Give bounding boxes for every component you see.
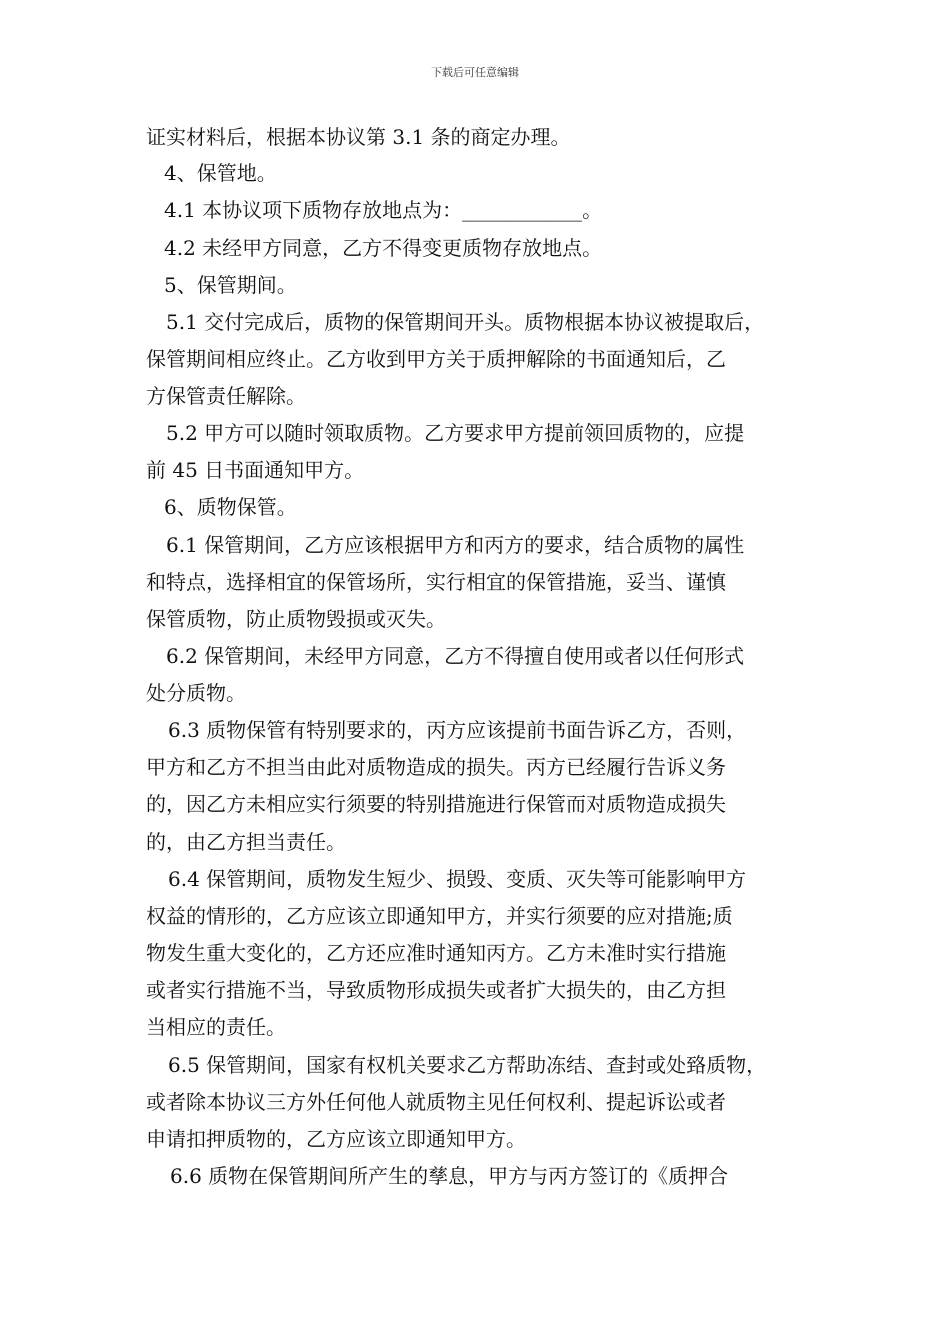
text-line: 6.5 保管期间，国家有权机关要求乙方帮助冻结、查封或处臵质物， <box>168 1053 767 1077</box>
text-line: 6.1 保管期间，乙方应该根据甲方和丙方的要求，结合质物的属性 <box>166 533 745 557</box>
text-line: 5、保管期间。 <box>164 273 297 297</box>
text-line: 或者除本协议三方外任何他人就质物主见任何权利、提起诉讼或者 <box>146 1090 726 1114</box>
text-line: 申请扣押质物的，乙方应该立即通知甲方。 <box>146 1127 526 1151</box>
text-line: 方保管责任解除。 <box>146 384 306 408</box>
text-line: 5.1 交付完成后，质物的保管期间开头。质物根据本协议被提取后， <box>166 310 765 334</box>
page-header: 下载后可任意编辑 <box>431 66 519 79</box>
text-line: 6、质物保管。 <box>164 495 297 519</box>
text-line: 保管质物，防止质物毁损或灭失。 <box>146 607 446 631</box>
text-line: 6.6 质物在保管期间所产生的孳息，甲方与丙方签订的《质押合 <box>170 1164 729 1188</box>
text-line: 证实材料后，根据本协议第 3.1 条的商定办理。 <box>146 125 571 149</box>
text-line: 6.4 保管期间，质物发生短少、损毁、变质、灭失等可能影响甲方 <box>168 867 747 891</box>
text-line: 6.2 保管期间，未经甲方同意，乙方不得擅自使用或者以任何形式 <box>166 644 745 668</box>
text-line: 4、保管地。 <box>164 161 277 185</box>
text-line: 权益的情形的，乙方应该立即通知甲方，并实行须要的应对措施;质 <box>146 904 733 928</box>
text-line: 物发生重大变化的，乙方还应准时通知丙方。乙方未准时实行措施 <box>146 941 726 965</box>
text-line: 甲方和乙方不担当由此对质物造成的损失。丙方已经履行告诉义务 <box>146 755 726 779</box>
text-line: 或者实行措施不当，导致质物形成损失或者扩大损失的，由乙方担 <box>146 978 726 1002</box>
text-line: 保管期间相应终止。乙方收到甲方关于质押解除的书面通知后，乙 <box>146 347 726 371</box>
text-line: 的，由乙方担当责任。 <box>146 830 346 854</box>
text-line: 6.3 质物保管有特别要求的，丙方应该提前书面告诉乙方，否则， <box>168 718 747 742</box>
text-line: 当相应的责任。 <box>146 1015 286 1039</box>
text-line: 4.1 本协议项下质物存放地点为：____________。 <box>164 198 603 222</box>
text-line: 处分质物。 <box>146 681 246 705</box>
text-line: 前 45 日书面通知甲方。 <box>146 458 365 482</box>
text-line: 的，因乙方未相应实行须要的特别措施进行保管而对质物造成损失 <box>146 792 726 816</box>
text-line: 5.2 甲方可以随时领取质物。乙方要求甲方提前领回质物的，应提 <box>166 421 745 445</box>
text-line: 和特点，选择相宜的保管场所，实行相宜的保管措施，妥当、谨慎 <box>146 570 726 594</box>
text-line: 4.2 未经甲方同意，乙方不得变更质物存放地点。 <box>164 236 603 260</box>
